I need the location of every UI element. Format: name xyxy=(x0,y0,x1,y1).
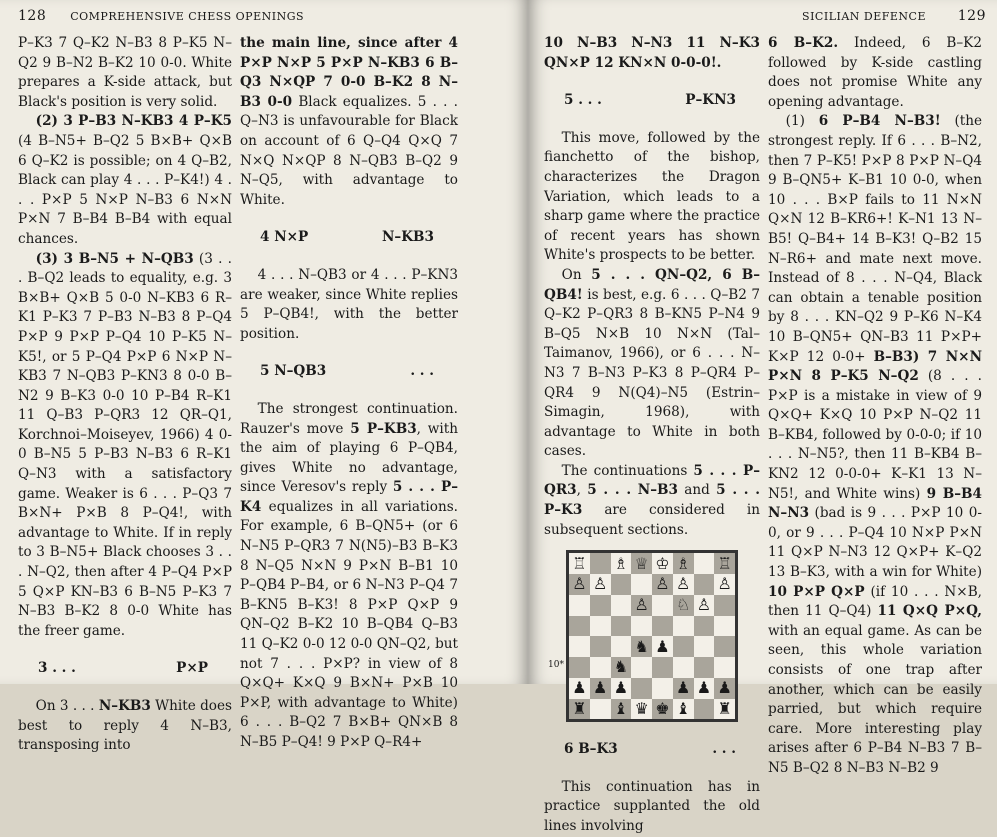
chess-square xyxy=(569,595,590,616)
chess-square xyxy=(714,657,735,678)
paragraph: (3) 3 B–N5 + N–QB3 (3 . . . B–Q2 leads to equality, e.g. 3 B×B+ Q×B 5 0-0 N–KB3 6 R–K1 P–K3 7 P–B3 N–B3 8 P–Q4 P×P 9 P×P P–Q4 10 P–K5 N–K5!, or 5 P–Q4 P×P 6 N×P N–KB3 7 N–QB3 P–KN3 8 0-0 B–N2 9 B–K3 0-0 10 P–B4 R–K1 11 Q–B3 P–QR3 12 QR–Q1, Korchnoi–Moiseyev, 1966) 4 0-0 B–N5 5 P–B3 N–B3 6 R–K1 Q–N3 with a satisfactory game. Weaker is 6 . . . P–Q3 7 B×N+ P×B 8 P–Q4!, with advantage to White. If in reply to 3 B–N5+ Black chooses 3 . . . N–Q2, then after 4 P–Q4 P×P 5 Q×P KN–B3 6 B–N5 P–K3 7 N–B3 B–K2 8 0-0 White has the freer game. xyxy=(18,250,232,639)
chess-piece-square: ♛ xyxy=(631,699,652,720)
chess-square xyxy=(590,699,611,720)
chess-square xyxy=(590,595,611,616)
chess-square xyxy=(652,616,673,637)
chess-piece-square: ♕ xyxy=(631,553,652,574)
chess-piece-square: ♟ xyxy=(569,678,590,699)
chess-piece-square: ♙ xyxy=(631,595,652,616)
chess-piece-square: ♟ xyxy=(694,678,715,699)
chess-square xyxy=(694,574,715,595)
chess-square xyxy=(652,657,673,678)
chess-square xyxy=(694,616,715,637)
chess-piece-square: ♟ xyxy=(714,678,735,699)
chess-piece-square: ♟ xyxy=(590,678,611,699)
chess-piece-square: ♗ xyxy=(673,553,694,574)
chess-square xyxy=(673,636,694,657)
paragraph: This move, followed by the fianchetto of the bishop, characterizes the Dragon Variation, which leads to a sharp game where the practice of recent years has shown White's prospects to be better. xyxy=(544,129,760,264)
chess-square xyxy=(569,657,590,678)
chess-square xyxy=(611,616,632,637)
chess-square xyxy=(611,595,632,616)
paragraph: (1) 6 P–B4 N–B3! (the strongest reply. If 6 . . . B–N2, then 7 P–K5! P×P 8 P×P N–Q4 9 B–QN5+ K–B1 10 0-0, when 10 . . . B×P fails to 11 N×N Q×N 12 B–KR6+! K–N1 13 N–B5! Q–B4+ 14 B–K3! Q–B2 15 N–R6+ and mate next move. Instead of 8 . . . N–Q4, Black can obtain a tenable position by 8 . . . KN–Q2 9 P–K6 N–K4 10 B–QN5+ QN–B3 11 P×P+ K×P 12 0-0+ B–B3) 7 N×N P×N 8 P–K5 N–Q2 (8 . . . P×P is a mistake in view of 9 Q×Q+ K×Q 10 P×P N–Q2 11 B–KB4, followed by 0-0-0; if 10 . . . N–N5?, then 11 B–KB4 B–KN2 12 0-0-0+ K–K1 13 N–N5!, and White wins) 9 B–B4 N–N3 (bad is 9 . . . P×P 10 0-0, or 9 . . . P–Q4 10 N×P P×N 11 Q×P N–N3 12 Q×P+ K–Q2 13 B–K3, with a win for White) 10 P×P Q×P (if 10 . . . N×B, then 11 Q–Q4) 11 Q×Q P×Q, with an equal game. As can be seen, this whole variation consists of one trap after another, which can be easily parried, but which require care. More interesting play arises after 6 P–B4 N–B3 7 B–N5 B–Q2 8 N–B3 N–B2 9 xyxy=(768,113,983,776)
right-page-column-1 xyxy=(544,34,760,837)
chess-piece-square: ♙ xyxy=(569,574,590,595)
right-page-header xyxy=(544,8,986,28)
signature-mark: 10* xyxy=(548,660,564,670)
chess-piece-square: ♙ xyxy=(694,595,715,616)
chess-square xyxy=(611,636,632,657)
paragraph: On 5 . . . QN–Q2, 6 B–QB4! is best, e.g. 6 . . . Q–B2 7 Q–K2 P–QR3 8 B–KN5 P–N4 9 B–Q5 N×B 10 N×N (Tal–Taimanov, 1966), or 6 . . . N–N3 7 B–N3 P–K3 8 P–QR4 P–QR4 9 N(Q4)–N5 (Estrin–Simagin, 1968), with advantage to White in both cases. xyxy=(544,266,760,460)
chess-square xyxy=(631,657,652,678)
chess-piece-square: ♙ xyxy=(673,574,694,595)
page-number: 128 xyxy=(18,8,47,24)
chess-piece-square: ♞ xyxy=(611,657,632,678)
chess-piece-square: ♖ xyxy=(569,553,590,574)
chess-piece-square: ♜ xyxy=(714,699,735,720)
chess-piece-square: ♟ xyxy=(652,636,673,657)
chess-piece-square: ♟ xyxy=(673,678,694,699)
paragraph: (2) 3 P–B3 N–KB3 4 P–K5 (4 B–N5+ B–Q2 5 B×B+ Q×B 6 Q–K2 is possible; on 4 Q–B2, Black can play 4 . . . P–K4!) 4 . . . P×P 5 N×P N–B3 6 N×N P×N 7 B–B4 B–B4 with equal chances. xyxy=(18,113,232,247)
move-heading: 5 N–QB3 . . . xyxy=(260,363,434,380)
paragraph: The continuations 5 . . . P–QR3, 5 . . . N–B3 and 5 . . . P–K3 are considered in subsequent sections. xyxy=(544,462,760,538)
chess-piece-square: ♘ xyxy=(673,595,694,616)
move-heading: 3 . . . P×P xyxy=(38,660,208,677)
chess-square xyxy=(694,657,715,678)
running-head: SICILIAN DEFENCE xyxy=(802,10,926,23)
paragraph: 4 . . . N–QB3 or 4 . . . P–KN3 are weaker, since White replies 5 P–QB4!, with the better position. xyxy=(240,266,458,342)
left-page-column-2 xyxy=(240,34,458,753)
chess-piece-square: ♙ xyxy=(714,574,735,595)
chess-square xyxy=(714,595,735,616)
chess-piece-square: ♟ xyxy=(611,678,632,699)
chess-square xyxy=(673,616,694,637)
chess-square xyxy=(694,699,715,720)
page-number: 129 xyxy=(957,8,986,24)
chess-piece-square: ♙ xyxy=(590,574,611,595)
paragraph: On 3 . . . N–KB3 White does best to reply 4 N–B3, transposing into xyxy=(18,698,232,754)
chess-square xyxy=(714,636,735,657)
chess-square xyxy=(569,616,590,637)
paragraph: the main line, since after 4 P×P N×P 5 P×P N–KB3 6 B–Q3 N×QP 7 0-0 B–K2 8 N–B3 0-0 Black equalizes. 5 . . . Q–N3 is unfavourable for Black on account of 6 Q–Q4 Q×Q 7 N×Q N×QP 8 N–QB3 B–Q2 9 N–Q5, with advantage to White. xyxy=(240,35,458,208)
move-heading: 5 . . . P–KN3 xyxy=(564,92,736,109)
chess-square xyxy=(590,657,611,678)
chess-piece-square: ♚ xyxy=(652,699,673,720)
chess-square xyxy=(694,553,715,574)
running-head: COMPREHENSIVE CHESS OPENINGS xyxy=(70,10,305,23)
chess-square xyxy=(714,616,735,637)
chess-piece-square: ♞ xyxy=(631,636,652,657)
chess-square xyxy=(631,678,652,699)
move-heading: 4 N×P N–KB3 xyxy=(260,229,434,246)
move-heading: 6 B–K3 . . . xyxy=(564,741,736,758)
left-page xyxy=(0,0,528,754)
chess-diagram xyxy=(566,550,738,722)
chess-piece-square: ♗ xyxy=(611,553,632,574)
chess-square xyxy=(652,595,673,616)
chess-piece-square: ♙ xyxy=(652,574,673,595)
chess-square xyxy=(611,574,632,595)
left-page-header xyxy=(18,8,512,28)
left-page-column-1 xyxy=(18,34,232,756)
chess-piece-square: ♝ xyxy=(673,699,694,720)
chess-piece-square: ♔ xyxy=(652,553,673,574)
chess-piece-square: ♖ xyxy=(714,553,735,574)
right-page xyxy=(528,0,997,835)
chess-square xyxy=(694,636,715,657)
paragraph: P–K3 7 Q–K2 N–B3 8 P–K5 N–Q2 9 B–N2 B–K2 10 0-0. White prepares a K-side attack, but Black's position is very solid. xyxy=(18,35,232,110)
paragraph: This continuation has in practice supplanted the old lines involving xyxy=(544,778,760,835)
chess-square xyxy=(590,553,611,574)
paragraph: The strongest continuation. Rauzer's move 5 P–KB3, with the aim of playing 6 P–QB4, gives White no advantage, since Veresov's reply 5 . . . P–K4 equalizes in all variations. For example, 6 B–QN5+ (or 6 N–N5 P–QR3 7 N(N5)–B3 B–K3 8 N–Q5 N×N 9 P×N B–B1 10 P–QB4 P–B4, or 6 N–N3 P–Q4 7 B–KN5 B–K3! 8 P×P Q×P 9 QN–Q2 B–K2 10 B–QB4 Q–B3 11 Q–K2 0-0 12 0-0 QN–Q2, but not 7 . . . P×P? in view of 8 Q×Q+ K×Q 9 B×N+ P×B 10 P×P, with advantage to White) 6 . . . B–Q2 7 B×B+ QN×B 8 N–B5 P–Q4! 9 P×P Q–R4+ xyxy=(240,400,458,750)
chess-square xyxy=(590,616,611,637)
paragraph: 10 N–B3 N–N3 11 N–K3 QN×P 12 KN×N 0-0-0!. xyxy=(544,35,760,71)
chess-square xyxy=(631,616,652,637)
chess-square xyxy=(569,636,590,657)
paragraph: 6 B–K2. Indeed, 6 B–K2 followed by K-side castling does not promise White any opening advantage. xyxy=(768,35,982,110)
chess-piece-square: ♝ xyxy=(611,699,632,720)
chess-square xyxy=(590,636,611,657)
chess-square xyxy=(652,678,673,699)
chess-piece-square: ♜ xyxy=(569,699,590,720)
chess-square xyxy=(673,657,694,678)
chess-square xyxy=(631,574,652,595)
right-page-column-2 xyxy=(768,34,982,779)
